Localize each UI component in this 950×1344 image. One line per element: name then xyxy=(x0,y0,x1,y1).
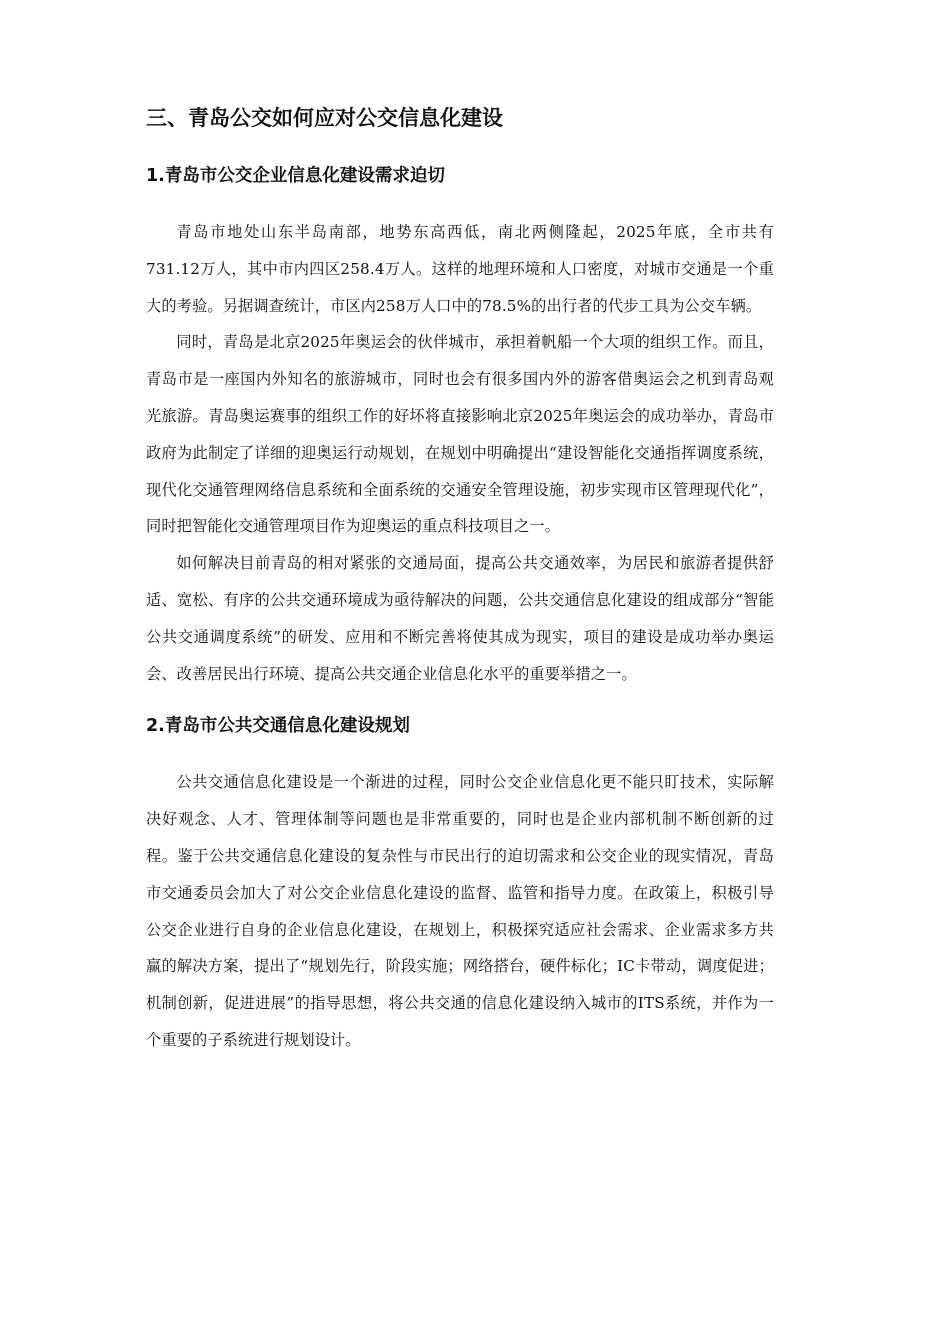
paragraph: 如何解决目前青岛的相对紧张的交通局面，提高公共交通效率，为居民和旅游者提供舒适、宽松、有序的公共交通环境成为亟待解决的问题，公共交通信息化建设的组成部分“智能公共交通调度系统”的研发、应用和不断完善将使其成为现实，项目的建设是成功举办奥运会、改善居民出行环境、提高公共交通企业信息化水平的重要举措之一。 xyxy=(146,554,774,683)
document-body xyxy=(146,98,774,1059)
paragraph: 公共交通信息化建设是一个渐进的过程，同时公交企业信息化更不能只盯技术，实际解决好观念、人才、管理体制等问题也是非常重要的，同时也是企业内部机制不断创新的过程。鉴于公共交通信息化建设的复杂性与市民出行的迫切需求和公交企业的现实情况，青岛市交通委员会加大了对公交企业信息化建设的监督、监管和指导力度。在政策上，积极引导公交企业进行自身的企业信息化建设，在规划上，积极探究适应社会需求、企业需求多方共赢的解决方案，提出了“规划先行，阶段实施；网络搭台，硬件标化；IC卡带动，调度促进；机制创新，促进进展”的指导思想，将公共交通的信息化建设纳入城市的ITS系统，并作为一个重要的子系统进行规划设计。 xyxy=(146,773,774,1049)
subsection-heading-2: 2.青岛市公共交通信息化建设规划 xyxy=(146,716,410,737)
section-title: 三、青岛公交如何应对公交信息化建设 xyxy=(146,106,503,130)
paragraph: 同时，青岛是北京2025年奥运会的伙伴城市，承担着帆船一个大项的组织工作。而且，青岛市是一座国内外知名的旅游城市，同时也会有很多国内外的游客借奥运会之机到青岛观光旅游。青岛奥运赛事的组织工作的好坏将直接影响北京2025年奥运会的成功举办，青岛市政府为此制定了详细的迎奥运行动规划，在规划中明确提出“建设智能化交通指挥调度系统，现代化交通管理网络信息系统和全面系统的交通安全管理设施，初步实现市区管理现代化”，同时把智能化交通管理项目作为迎奥运的重点科技项目之一。 xyxy=(146,333,774,536)
subsection-heading-1: 1.青岛市公交企业信息化建设需求迫切 xyxy=(146,166,445,186)
paragraph: 青岛市地处山东半岛南部，地势东高西低，南北两侧隆起，2025年底，全市共有731.12万人，其中市内四区258.4万人。这样的地理环境和人口密度，对城市交通是一个重大的考验。另据调查统计，市区内258万人口中的78.5%的出行者的代步工具为公交车辆。 xyxy=(146,223,774,315)
